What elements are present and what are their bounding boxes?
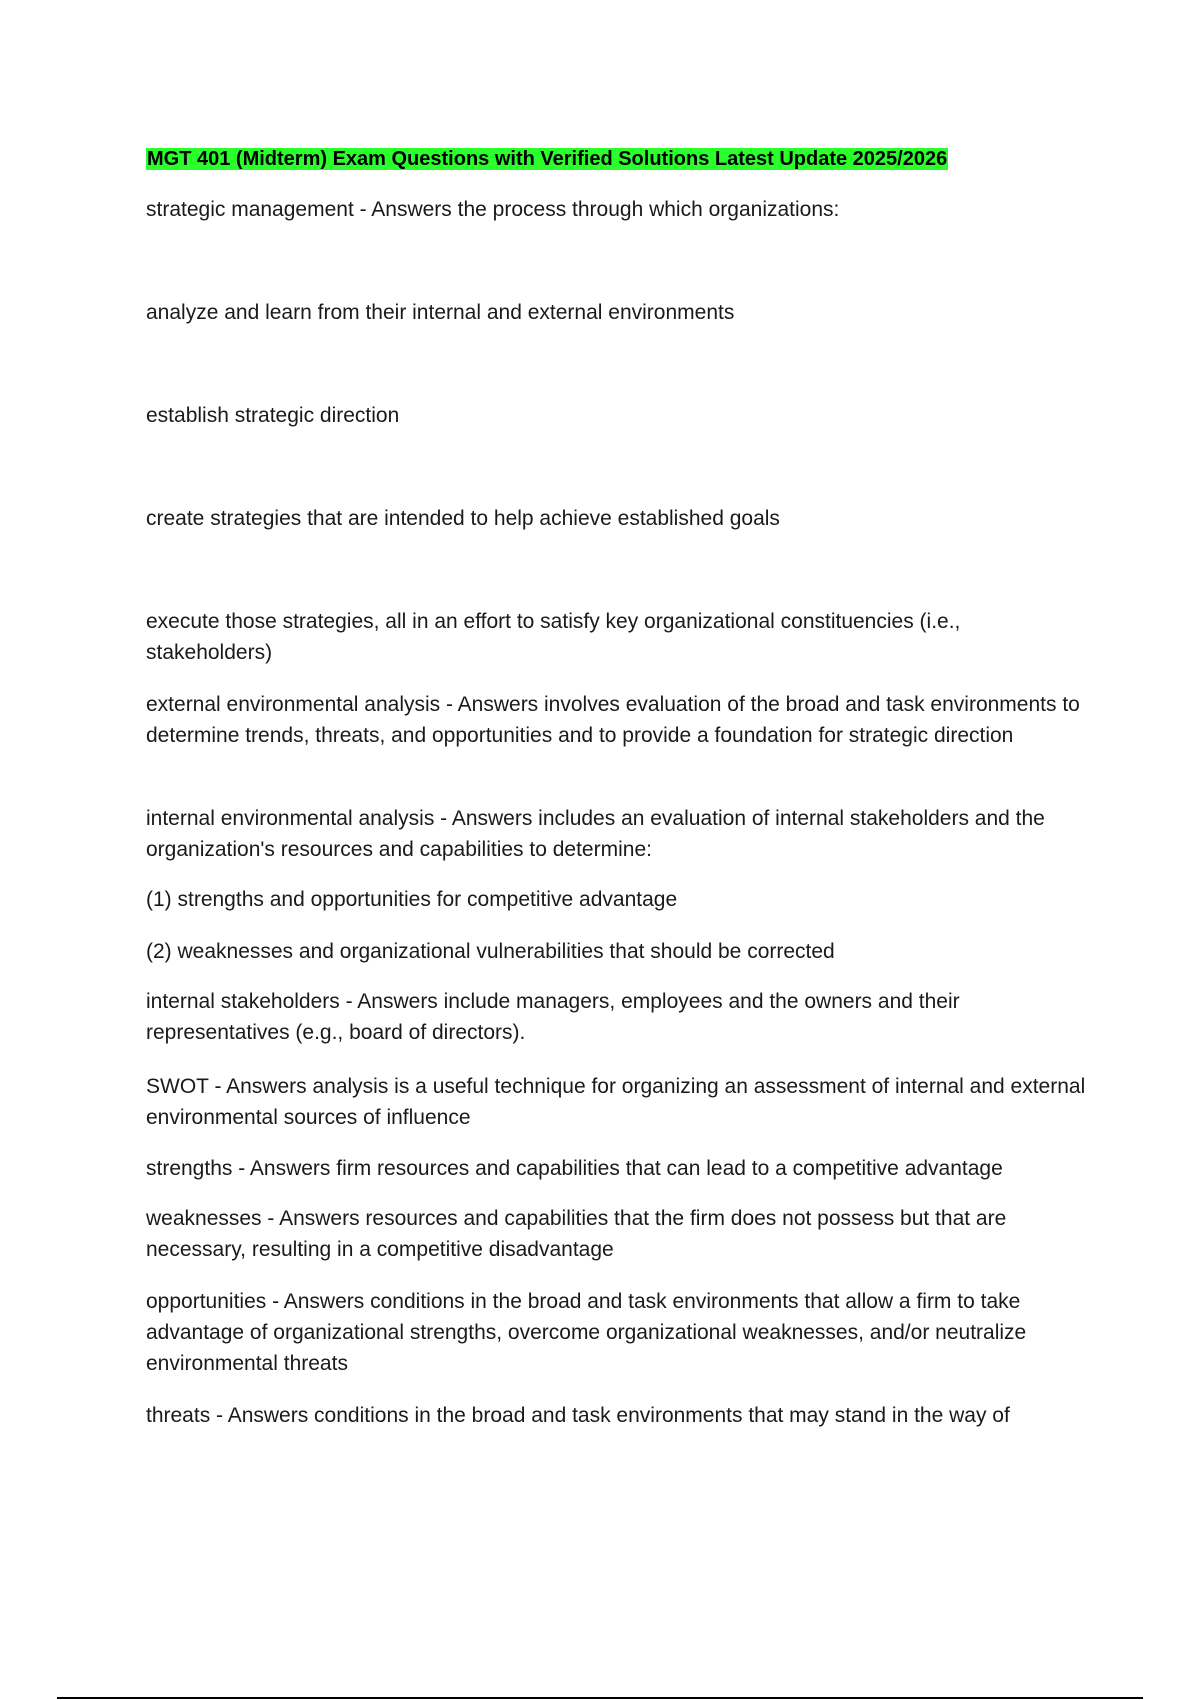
paragraph-execute-strategies: execute those strategies, all in an effort to satisfy key organizational constituencies (i.e., stakeholders) bbox=[146, 610, 961, 664]
paragraph-strengths-opportunities: (1) strengths and opportunities for competitive advantage bbox=[146, 888, 678, 911]
document-title bbox=[146, 146, 948, 172]
paragraph-strategic-management: strategic management - Answers the process through which organizations: bbox=[146, 198, 840, 221]
paragraph-internal-stakeholders: internal stakeholders - Answers include managers, employees and the owners and their representatives (e.g., board of directors). bbox=[146, 990, 960, 1044]
paragraph-internal-analysis: internal environmental analysis - Answers includes an evaluation of internal stakeholders and the organization's resources and capabilities to determine: bbox=[146, 807, 1045, 861]
paragraph-swot: SWOT - Answers analysis is a useful technique for organizing an assessment of internal and external environmental sources of influence bbox=[146, 1075, 1086, 1129]
paragraph-weaknesses-vulnerabilities: (2) weaknesses and organizational vulnerabilities that should be corrected bbox=[146, 940, 835, 963]
footer-divider bbox=[57, 1697, 1143, 1699]
paragraph-external-analysis: external environmental analysis - Answers involves evaluation of the broad and task environments to determine trends, threats, and opportunities and to provide a foundation for strategic direction bbox=[146, 693, 1080, 747]
paragraph-weaknesses: weaknesses - Answers resources and capabilities that the firm does not possess but that are necessary, resulting in a competitive disadvantage bbox=[146, 1207, 1007, 1261]
paragraph-establish-direction: establish strategic direction bbox=[146, 404, 400, 427]
paragraph-opportunities: opportunities - Answers conditions in the broad and task environments that allow a firm to take advantage of organizational strengths, overcome organizational weaknesses, and/or neutralize environmental threats bbox=[146, 1290, 1027, 1375]
paragraph-threats: threats - Answers conditions in the broad and task environments that may stand in the way of bbox=[146, 1404, 1010, 1427]
title-highlight: MGT 401 (Midterm) Exam Questions with Verified Solutions Latest Update 2025/2026 bbox=[147, 148, 948, 170]
paragraph-analyze-learn: analyze and learn from their internal and external environments bbox=[146, 301, 735, 324]
paragraph-create-strategies: create strategies that are intended to help achieve established goals bbox=[146, 507, 780, 530]
paragraph-strengths: strengths - Answers firm resources and capabilities that can lead to a competitive advantage bbox=[146, 1157, 1003, 1180]
